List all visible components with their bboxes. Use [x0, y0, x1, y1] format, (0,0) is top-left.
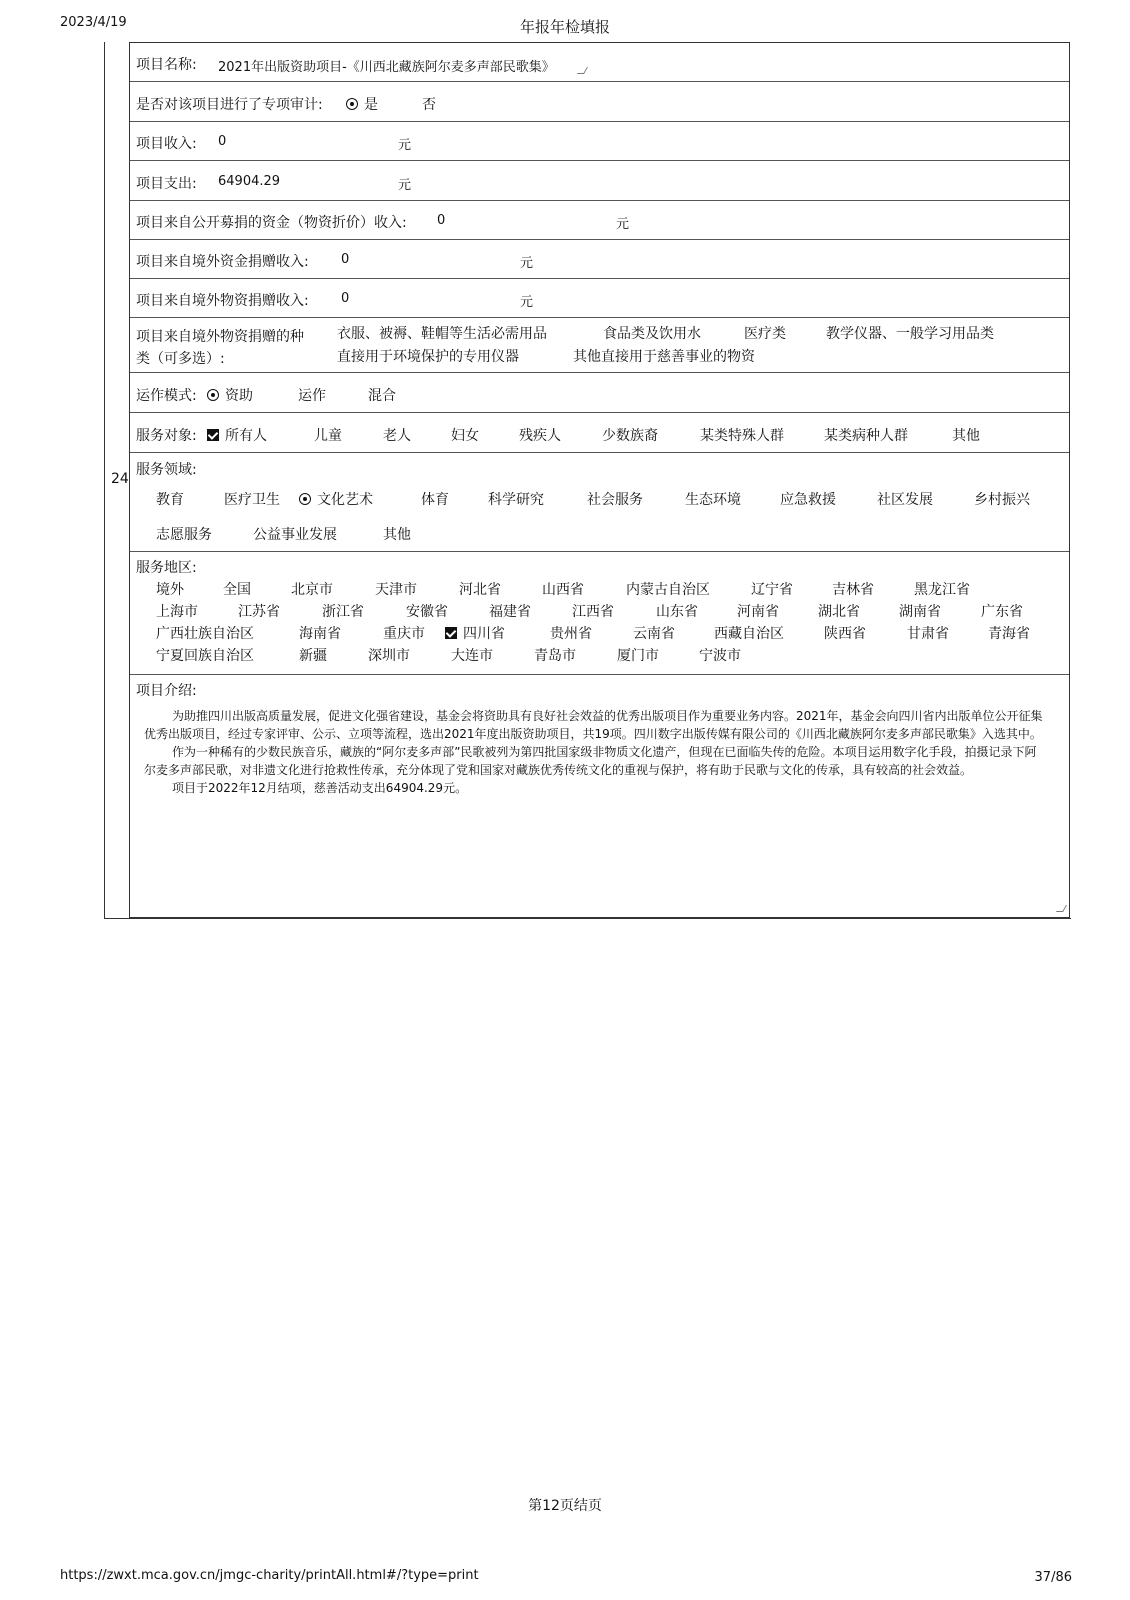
beneficiaries-row — [130, 413, 1069, 453]
field-community[interactable]: 社区发展 — [877, 492, 933, 508]
project-name-label: 项目名称: — [136, 57, 197, 73]
area-jilin[interactable]: 吉林省 — [832, 582, 874, 598]
area-xinjiang[interactable]: 新疆 — [299, 648, 327, 664]
area-yunnan[interactable]: 云南省 — [633, 626, 675, 642]
service-area-row — [130, 552, 1069, 675]
public-fund-row — [130, 201, 1069, 240]
field-volunteer[interactable]: 志愿服务 — [156, 527, 212, 543]
foreign-goods-row — [130, 279, 1069, 318]
resize-handle-icon[interactable] — [577, 67, 588, 74]
beneficiary-ethnic-minorities[interactable]: 少数族裔 — [602, 428, 658, 444]
area-ningxia[interactable]: 宁夏回族自治区 — [156, 648, 254, 664]
income-row — [130, 122, 1069, 161]
foreign-goods-field[interactable]: 0 — [341, 291, 350, 306]
intro-label: 项目介绍: — [136, 683, 197, 699]
print-page-number: 37/86 — [1034, 1570, 1072, 1585]
audit-yes-radio[interactable]: 是 — [346, 94, 378, 114]
field-sports[interactable]: 体育 — [421, 492, 449, 508]
area-jiangxi[interactable]: 江西省 — [572, 604, 614, 620]
area-overseas[interactable]: 境外 — [156, 582, 184, 598]
area-sichuan[interactable]: 四川省 — [445, 623, 505, 643]
area-hebei[interactable]: 河北省 — [459, 582, 501, 598]
goods-option-environment[interactable]: 直接用于环境保护的专用仪器 — [337, 349, 519, 365]
area-hainan[interactable]: 海南省 — [299, 626, 341, 642]
area-liaoning[interactable]: 辽宁省 — [751, 582, 793, 598]
project-name-row — [130, 43, 1069, 82]
foreign-cash-label: 项目来自境外资金捐赠收入: — [136, 254, 309, 270]
area-guangxi[interactable]: 广西壮族自治区 — [156, 626, 254, 642]
foreign-cash-field[interactable]: 0 — [341, 252, 350, 267]
area-heilongjiang[interactable]: 黑龙江省 — [914, 582, 970, 598]
radio-selected-icon — [207, 389, 219, 401]
print-url: https://zwxt.mca.gov.cn/jmgc-charity/printAll.html#/?type=print — [60, 1568, 479, 1583]
field-emergency[interactable]: 应急救援 — [780, 492, 836, 508]
foreign-cash-row — [130, 240, 1069, 279]
resize-handle-icon[interactable] — [1056, 905, 1067, 912]
beneficiary-disabled[interactable]: 残疾人 — [519, 428, 561, 444]
beneficiary-disease-groups[interactable]: 某类病种人群 — [824, 428, 908, 444]
expense-row — [130, 161, 1069, 201]
area-guangdong[interactable]: 广东省 — [981, 604, 1023, 620]
intro-paragraph: 为助推四川出版高质量发展，促进文化强省建设，基金会将资助具有良好社会效益的优秀出版项目作为重要业务内容。2021年，基金会向四川省内出版单位公开征集优秀出版项目，经过专家评审、公示、立项等流程，选出2021年度出版资助项目，共19项。四川数字出版传媒有限公司的《川西北藏族阿尔麦多声部民歌集》入选其中。 — [144, 709, 1043, 741]
operation-mode-label: 运作模式: — [136, 388, 197, 404]
area-chongqing[interactable]: 重庆市 — [383, 626, 425, 642]
goods-types-row — [130, 318, 1069, 373]
beneficiary-all[interactable]: 所有人 — [207, 425, 267, 445]
area-anhui[interactable]: 安徽省 — [406, 604, 448, 620]
area-tibet[interactable]: 西藏自治区 — [714, 626, 784, 642]
expense-label: 项目支出: — [136, 176, 197, 192]
area-jiangsu[interactable]: 江苏省 — [238, 604, 280, 620]
area-inner-mongolia[interactable]: 内蒙古自治区 — [626, 582, 710, 598]
expense-field[interactable]: 64904.29 — [218, 174, 281, 189]
audit-row — [130, 82, 1069, 122]
page-footer-label: 第12页结页 — [528, 1498, 602, 1514]
area-shaanxi[interactable]: 陕西省 — [824, 626, 866, 642]
radio-selected-icon — [346, 98, 358, 110]
goods-option-other[interactable]: 其他直接用于慈善事业的物资 — [573, 349, 755, 365]
field-public-welfare[interactable]: 公益事业发展 — [253, 527, 337, 543]
intro-paragraph: 作为一种稀有的少数民族音乐，藏族的“阿尔麦多声部”民歌被列为第四批国家级非物质文化遗产，但现在已面临失传的危险。本项目运用数字化手段，拍摄记录下阿尔麦多声部民歌，对非遗文化进行抢救性传承，充分体现了党和国家对藏族优秀传统文化的重视与保护，将有助于民歌与文化的传承，具有较高的社会效益。 — [144, 745, 1037, 777]
field-healthcare[interactable]: 医疗卫生 — [224, 492, 280, 508]
goods-types-label-line1: 项目来自境外物资捐赠的种 — [136, 329, 304, 345]
public-fund-field[interactable]: 0 — [437, 213, 446, 228]
goods-option-food[interactable]: 食品类及饮用水 — [603, 326, 701, 342]
area-guizhou[interactable]: 贵州省 — [550, 626, 592, 642]
goods-option-medical[interactable]: 医疗类 — [744, 326, 786, 342]
print-date: 2023/4/19 — [60, 15, 127, 30]
area-zhejiang[interactable]: 浙江省 — [322, 604, 364, 620]
income-label: 项目收入: — [136, 136, 197, 152]
intro-paragraph: 项目于2022年12月结项，慈善活动支出64904.29元。 — [172, 781, 468, 795]
field-culture-art[interactable]: 文化艺术 — [299, 489, 373, 509]
project-name-field[interactable]: 2021年出版资助项目-《川西北藏族阿尔麦多声部民歌集》 — [218, 60, 555, 75]
service-field-label: 服务领域: — [136, 462, 197, 478]
area-dalian[interactable]: 大连市 — [451, 648, 493, 664]
area-hunan[interactable]: 湖南省 — [899, 604, 941, 620]
radio-selected-icon — [299, 493, 311, 505]
area-shenzhen[interactable]: 深圳市 — [368, 648, 410, 664]
beneficiary-women[interactable]: 妇女 — [451, 428, 479, 444]
goods-option-daily-necessities[interactable]: 衣服、被褥、鞋帽等生活必需用品 — [337, 326, 547, 342]
service-area-label: 服务地区: — [136, 560, 197, 576]
area-beijing[interactable]: 北京市 — [291, 582, 333, 598]
goods-option-teaching[interactable]: 教学仪器、一般学习用品类 — [826, 326, 994, 342]
intro-textarea[interactable] — [144, 707, 1044, 797]
field-science[interactable]: 科学研究 — [488, 492, 544, 508]
mode-option-funding[interactable]: 资助 — [207, 385, 253, 405]
project-form — [129, 42, 1070, 918]
income-field[interactable]: 0 — [218, 134, 227, 149]
page-title: 年报年检填报 — [519, 18, 610, 36]
foreign-goods-unit: 元 — [520, 295, 534, 310]
area-xiamen[interactable]: 厦门市 — [617, 648, 659, 664]
public-fund-label: 项目来自公开募捐的资金（物资折价）收入: — [136, 215, 407, 231]
area-shandong[interactable]: 山东省 — [656, 604, 698, 620]
row-index: 24 — [111, 471, 129, 487]
beneficiary-children[interactable]: 儿童 — [314, 428, 342, 444]
service-field-row — [130, 453, 1069, 552]
area-fujian[interactable]: 福建省 — [489, 604, 531, 620]
audit-no-radio[interactable]: 否 — [422, 97, 436, 113]
foreign-cash-unit: 元 — [520, 256, 534, 271]
expense-unit: 元 — [398, 178, 412, 193]
field-education[interactable]: 教育 — [156, 492, 184, 508]
intro-row — [130, 675, 1069, 917]
foreign-goods-label: 项目来自境外物资捐赠收入: — [136, 293, 309, 309]
mode-option-mixed[interactable]: 混合 — [368, 388, 396, 404]
field-social-service[interactable]: 社会服务 — [587, 492, 643, 508]
area-henan[interactable]: 河南省 — [737, 604, 779, 620]
checkbox-checked-icon — [445, 627, 457, 639]
area-gansu[interactable]: 甘肃省 — [907, 626, 949, 642]
goods-types-label-line2: 类（可多选）: — [136, 351, 225, 367]
area-qinghai[interactable]: 青海省 — [988, 626, 1030, 642]
area-ningbo[interactable]: 宁波市 — [699, 648, 741, 664]
area-shanxi[interactable]: 山西省 — [542, 582, 584, 598]
area-tianjin[interactable]: 天津市 — [375, 582, 417, 598]
area-nationwide[interactable]: 全国 — [223, 582, 251, 598]
income-unit: 元 — [398, 138, 412, 153]
operation-mode-row — [130, 373, 1069, 413]
audit-label: 是否对该项目进行了专项审计: — [136, 97, 323, 113]
area-qingdao[interactable]: 青岛市 — [534, 648, 576, 664]
beneficiaries-label: 服务对象: — [136, 428, 197, 444]
area-shanghai[interactable]: 上海市 — [156, 604, 198, 620]
beneficiary-elderly[interactable]: 老人 — [383, 428, 411, 444]
field-ecology[interactable]: 生态环境 — [685, 492, 741, 508]
public-fund-unit: 元 — [616, 217, 630, 232]
mode-option-operation[interactable]: 运作 — [298, 388, 326, 404]
field-other[interactable]: 其他 — [383, 527, 411, 543]
area-hubei[interactable]: 湖北省 — [818, 604, 860, 620]
field-rural[interactable]: 乡村振兴 — [974, 492, 1030, 508]
checkbox-checked-icon — [207, 429, 219, 441]
beneficiary-other[interactable]: 其他 — [952, 428, 980, 444]
beneficiary-special-groups[interactable]: 某类特殊人群 — [700, 428, 784, 444]
